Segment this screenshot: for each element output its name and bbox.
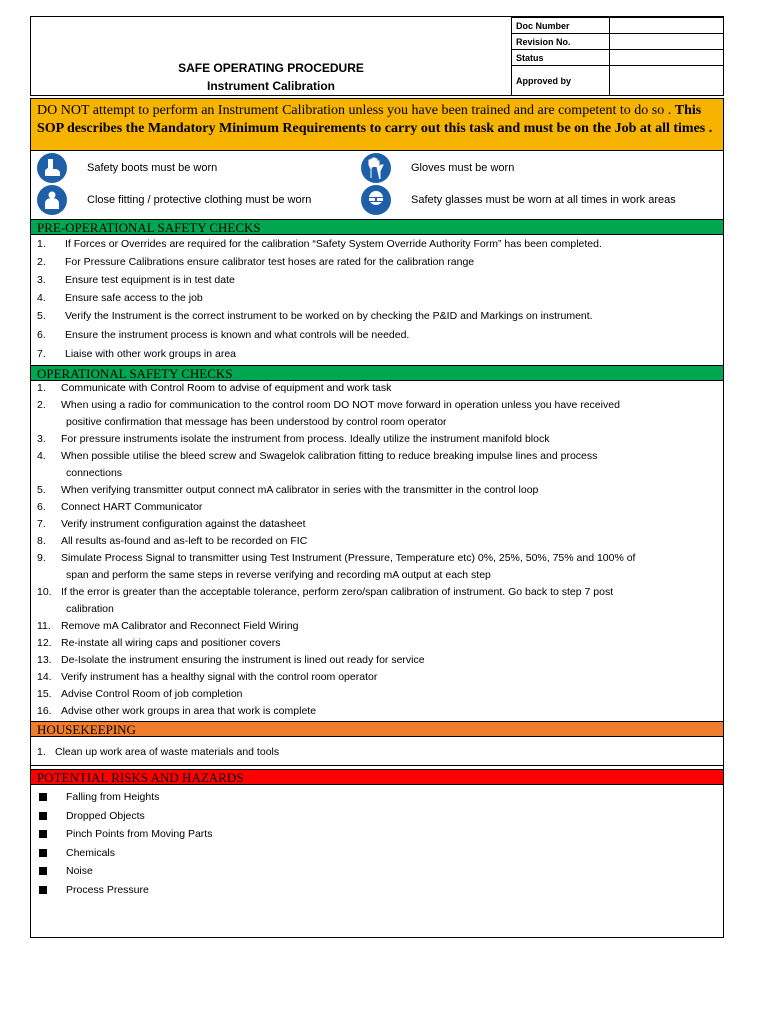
ppe-text-glasses: Safety glasses must be worn at all times in work areas	[411, 194, 676, 206]
operational-heading: OPERATIONAL SAFETY CHECKS	[31, 365, 723, 381]
item-number: 14.	[37, 671, 52, 683]
document-title: SAFE OPERATING PROCEDURE	[178, 61, 364, 75]
item-continuation: calibration	[66, 603, 114, 615]
item-number: 6.	[37, 501, 46, 513]
title-area	[31, 17, 511, 95]
ppe-item-boots	[37, 153, 217, 183]
item-continuation: connections	[66, 467, 123, 479]
item-number: 6.	[37, 329, 46, 341]
document-header	[30, 16, 724, 96]
item-number: 1.	[37, 238, 46, 250]
item-continuation: positive confirmation that message has been understood by control room operator	[66, 416, 447, 428]
document-meta-table	[511, 17, 724, 96]
item-text: Ensure safe access to the job	[65, 292, 203, 304]
bullet-square-icon	[39, 849, 47, 857]
item-number: 5.	[37, 484, 46, 496]
item-number: 15.	[37, 688, 52, 700]
item-number: 10.	[37, 586, 52, 598]
safety-glasses-icon	[361, 185, 391, 215]
warning-text: DO NOT attempt to perform an Instrument Calibration unless you have been trained and are competent to do so .	[37, 103, 675, 118]
item-number: 7.	[37, 518, 46, 530]
ppe-item-gloves	[361, 153, 514, 183]
bullet-square-icon	[39, 830, 47, 838]
item-text: Verify the Instrument is the correct instrument to be worked on by checking the P&ID and Markings on instrument.	[65, 310, 593, 322]
risk-text: Falling from Heights	[66, 791, 160, 803]
status-value	[610, 50, 724, 66]
warning-bold-text: This SOP describes the Mandatory Minimum Requirements to carry out this task and must be on the Job at all times .	[37, 103, 713, 136]
item-text: For pressure instruments isolate the instrument from process. Ideally utilize the instrument manifold block	[61, 433, 550, 445]
item-number: 2.	[37, 256, 46, 268]
item-text: Verify instrument configuration against the datasheet	[61, 518, 306, 530]
item-text: Simulate Process Signal to transmitter using Test Instrument (Pressure, Temperature etc) 0%, 25%, 50%, 75% and 100% of	[61, 552, 636, 564]
item-text: Remove mA Calibrator and Reconnect Field Wiring	[61, 620, 299, 632]
warning-banner	[31, 99, 723, 151]
doc-number-value	[610, 18, 724, 34]
item-text: Liaise with other work groups in area	[65, 348, 237, 360]
item-text: When using a radio for communication to the control room DO NOT move forward in operation unless you have received	[61, 399, 620, 411]
item-number: 12.	[37, 637, 52, 649]
ppe-text-clothing: Close fitting / protective clothing must be worn	[87, 194, 312, 206]
approved-by-label: Approved by	[512, 66, 610, 96]
item-text: Advise Control Room of job completion	[61, 688, 243, 700]
ppe-item-glasses	[361, 185, 676, 215]
revision-value	[610, 34, 724, 50]
bullet-square-icon	[39, 812, 47, 820]
item-number: 4.	[37, 292, 46, 304]
item-number: 8.	[37, 535, 46, 547]
ppe-text-gloves: Gloves must be worn	[411, 162, 515, 174]
housekeeping-heading: HOUSEKEEPING	[31, 721, 723, 737]
item-text: When possible utilise the bleed screw and Swagelok calibration fitting to reduce breaking impulse lines and process	[61, 450, 598, 462]
procedure-body	[30, 98, 724, 938]
item-number: 2.	[37, 399, 46, 411]
item-text: Clean up work area of waste materials and tools	[55, 746, 280, 758]
bullet-square-icon	[39, 793, 47, 801]
item-text: All results as-found and as-left to be recorded on FIC	[61, 535, 308, 547]
item-number: 13.	[37, 654, 52, 666]
document-subtitle: Instrument Calibration	[206, 79, 335, 93]
risk-text: Process Pressure	[66, 883, 149, 896]
item-number: 3.	[37, 433, 46, 445]
gloves-icon	[361, 153, 391, 183]
item-number: 1.	[37, 746, 46, 758]
item-text: When verifying transmitter output connect mA calibrator in series with the transmitter in the control loop	[61, 484, 539, 496]
item-continuation: span and perform the same steps in reverse verifying and recording mA output at each step	[66, 569, 491, 581]
bullet-square-icon	[39, 867, 47, 875]
item-text: Ensure test equipment is in test date	[65, 274, 235, 286]
item-number: 9.	[37, 552, 46, 564]
item-text: If the error is greater than the acceptable tolerance, perform zero/span calibration of instrument. Go back to step 7 post	[61, 586, 614, 598]
item-text: Connect HART Communicator	[61, 501, 203, 513]
bullet-square-icon	[39, 886, 47, 894]
ppe-item-clothing	[37, 185, 311, 215]
item-text: Verify instrument has a healthy signal with the control room operator	[61, 671, 378, 683]
item-number: 16.	[37, 705, 52, 717]
item-number: 3.	[37, 274, 46, 286]
pre-operational-heading: PRE-OPERATIONAL SAFETY CHECKS	[31, 219, 723, 235]
protective-clothing-icon	[37, 185, 67, 215]
item-number: 1.	[37, 382, 46, 394]
revision-label: Revision No.	[512, 34, 610, 50]
risk-text: Noise	[66, 865, 93, 877]
item-text: Ensure the instrument process is known and what controls will be needed.	[65, 329, 410, 341]
risk-text: Dropped Objects	[66, 809, 145, 822]
risk-text: Chemicals	[66, 846, 116, 859]
status-label: Status	[512, 50, 610, 66]
ppe-text-boots: Safety boots must be worn	[87, 162, 218, 174]
item-text: Communicate with Control Room to advise of equipment and work task	[61, 382, 392, 394]
doc-number-label: Doc Number	[512, 18, 610, 34]
approved-by-value	[610, 66, 724, 96]
item-number: 5.	[37, 310, 46, 322]
item-text: Re-instate all wiring caps and positioner covers	[61, 637, 281, 649]
item-text: De-Isolate the instrument ensuring the instrument is lined out ready for service	[61, 654, 425, 666]
item-text: Advise other work groups in area that work is complete	[61, 705, 317, 717]
item-text: If Forces or Overrides are required for the calibration “Safety System Override Authority Form” has been completed.	[65, 238, 602, 250]
item-number: 11.	[37, 620, 51, 632]
risk-text: Pinch Points from Moving Parts	[66, 828, 213, 840]
item-text: For Pressure Calibrations ensure calibrator test hoses are rated for the calibration range	[65, 256, 475, 268]
safety-boots-icon	[37, 153, 67, 183]
risks-heading: POTENTIAL RISKS AND HAZARDS	[31, 769, 723, 785]
divider	[31, 765, 723, 766]
item-number: 7.	[37, 348, 46, 360]
item-number: 4.	[37, 450, 46, 462]
